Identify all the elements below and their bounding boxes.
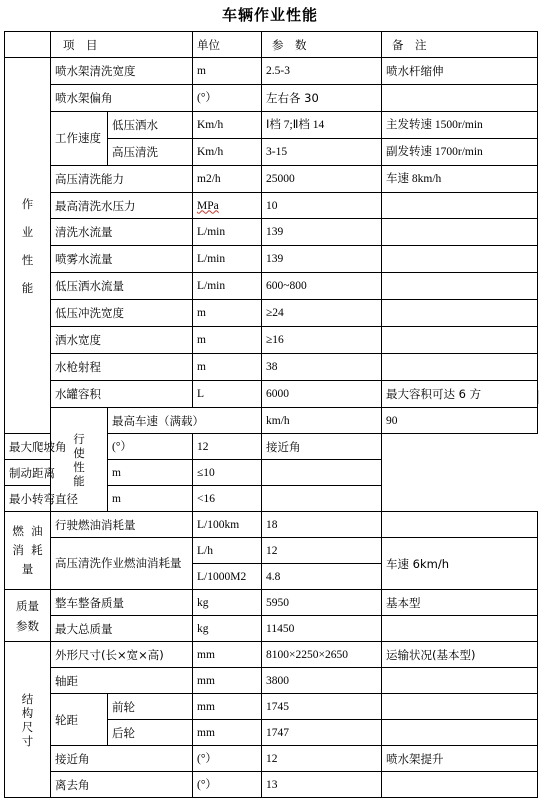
param-cell: ≥24 <box>262 300 382 327</box>
unit-cell: Km/h <box>193 112 262 139</box>
item-cell: 洒水宽度 <box>51 327 193 354</box>
category-char: 行 <box>73 431 85 446</box>
unit-cell: L/min <box>193 273 262 300</box>
table-row <box>5 112 538 139</box>
note-cell: 车速 8km/h <box>382 166 538 193</box>
table-row <box>5 327 538 354</box>
item-cell: 清洗水流量 <box>51 219 193 246</box>
item-cell: 高压清洗 <box>108 139 193 166</box>
table-row <box>5 58 538 85</box>
note-cell: 车速 6km/h <box>382 538 538 590</box>
item-cell: 水枪射程 <box>51 354 193 381</box>
page-title: 车辆作业性能 <box>221 6 318 24</box>
unit-cell: m <box>193 354 262 381</box>
track-label: 轮距 <box>51 694 108 746</box>
note-cell <box>382 219 538 246</box>
category-work-performance <box>5 58 51 434</box>
param-cell: 5950 <box>262 590 382 616</box>
table-header-row <box>5 32 538 58</box>
header-unit: 单位 <box>193 32 262 58</box>
table-row <box>5 166 538 193</box>
item-cell: 整车整备质量 <box>51 590 193 616</box>
table-row <box>5 246 538 273</box>
unit-cell: kg <box>193 590 262 616</box>
unit-cell: L/100km <box>193 512 262 538</box>
param-cell: ≤10 <box>193 460 262 486</box>
unit-cell: (°） <box>193 85 262 112</box>
unit-cell: m <box>108 460 193 486</box>
note-cell <box>382 327 538 354</box>
category-mass-parameters <box>5 590 51 642</box>
table-row <box>5 273 538 300</box>
note-cell: 副发转速 1700r/min <box>382 139 538 166</box>
category-structure-dimensions <box>5 642 51 798</box>
note-cell <box>382 300 538 327</box>
item-cell: 喷水架偏角 <box>51 85 193 112</box>
param-cell: 10 <box>262 193 382 219</box>
unit-cell: m <box>193 58 262 85</box>
category-char: 质量 <box>16 598 39 613</box>
category-char: 寸 <box>21 733 34 748</box>
table-row <box>5 772 538 798</box>
param-cell: 1747 <box>262 720 382 746</box>
note-cell <box>382 668 538 694</box>
category-char: 消 <box>12 543 24 557</box>
param-cell: 139 <box>262 219 382 246</box>
param-cell: 12 <box>193 434 262 460</box>
note-cell: 运输状况(基本型) <box>382 642 538 668</box>
table-row <box>5 668 538 694</box>
item-cell: 水罐容积 <box>51 381 193 408</box>
param-cell: ≥16 <box>262 327 382 354</box>
category-char: 性 <box>21 252 34 267</box>
param-cell: 2.5-3 <box>262 58 382 85</box>
category-char: 作 <box>21 196 34 211</box>
note-cell <box>382 720 538 746</box>
category-char: 能 <box>21 280 34 295</box>
unit-cell: (°） <box>193 746 262 772</box>
item-cell: 高压清洗能力 <box>51 166 193 193</box>
table-row <box>5 642 538 668</box>
note-cell <box>382 512 538 538</box>
unit-cell: mm <box>193 668 262 694</box>
unit-cell: (°） <box>108 434 193 460</box>
category-char: 能 <box>73 473 85 488</box>
param-cell: 12 <box>262 538 382 564</box>
item-cell: 离去角 <box>51 772 193 798</box>
item-cell: 接近角 <box>51 746 193 772</box>
category-char: 油 <box>31 524 43 538</box>
table-row <box>5 512 538 538</box>
param-cell: 600~800 <box>262 273 382 300</box>
unit-cell: L/1000M2 <box>193 564 262 590</box>
table-row <box>5 590 538 616</box>
item-cell: 最大爬坡角 <box>5 434 108 460</box>
note-cell: 基本型 <box>382 590 538 616</box>
category-fuel-consumption <box>5 512 51 590</box>
note-cell <box>382 193 538 219</box>
unit-cell: mm <box>193 642 262 668</box>
note-cell <box>382 694 538 720</box>
note-cell: 喷水架提升 <box>382 746 538 772</box>
category-char: 尺 <box>21 719 34 734</box>
param-cell: 3800 <box>262 668 382 694</box>
table-row <box>5 381 538 408</box>
unit-cell: Km/h <box>193 139 262 166</box>
note-cell <box>382 246 538 273</box>
category-char: 耗 <box>31 543 43 557</box>
category-char: 结 <box>21 691 34 706</box>
item-cell: 低压洒水流量 <box>51 273 193 300</box>
param-cell: 11450 <box>262 616 382 642</box>
unit-cell: L <box>193 381 262 408</box>
table-row <box>5 408 538 434</box>
work-speed-label: 工作速度 <box>51 112 108 166</box>
unit-cell: km/h <box>262 408 382 434</box>
item-cell: 行驶燃油消耗量 <box>51 512 193 538</box>
table-row <box>5 538 538 564</box>
unit-cell: L/h <box>193 538 262 564</box>
item-cell: 最高清洗水压力 <box>51 193 193 219</box>
note-cell: 最大容积可达 6 方 <box>382 381 538 408</box>
item-cell: 最大总质量 <box>51 616 193 642</box>
table-row <box>5 219 538 246</box>
table-row <box>5 486 538 512</box>
item-cell: 前轮 <box>108 694 193 720</box>
note-cell <box>382 772 538 798</box>
item-cell: 喷雾水流量 <box>51 246 193 273</box>
header-param: 参 数 <box>262 32 382 58</box>
param-cell: 18 <box>262 512 382 538</box>
param-cell: 3-15 <box>262 139 382 166</box>
unit-cell: m <box>193 327 262 354</box>
page-edge-mark <box>538 390 539 404</box>
item-cell: 制动距离 <box>5 460 108 486</box>
table-row <box>5 616 538 642</box>
item-cell: 最高车速（满载） <box>108 408 262 434</box>
item-cell: 外形尺寸(长×宽×高) <box>51 642 193 668</box>
item-cell: 低压洒水 <box>108 112 193 139</box>
note-cell <box>262 460 382 486</box>
unit-cell <box>193 193 262 219</box>
item-cell: 最小转弯直径 <box>5 486 108 512</box>
table-row <box>5 694 538 720</box>
category-char: 业 <box>21 224 34 239</box>
header-item: 项 目 <box>51 32 193 58</box>
param-cell: Ⅰ档 7;Ⅱ档 14 <box>262 112 382 139</box>
header-corner <box>5 32 51 58</box>
param-cell: 90 <box>382 408 538 434</box>
table-row <box>5 354 538 381</box>
spec-table <box>4 31 538 798</box>
param-cell: 139 <box>262 246 382 273</box>
param-cell: 4.8 <box>262 564 382 590</box>
unit-cell: kg <box>193 616 262 642</box>
item-cell: 喷水架清洗宽度 <box>51 58 193 85</box>
param-cell: 12 <box>262 746 382 772</box>
note-cell <box>382 354 538 381</box>
table-row <box>5 746 538 772</box>
note-cell: 喷水杆缩伸 <box>382 58 538 85</box>
unit-cell: m <box>108 486 193 512</box>
param-cell: 38 <box>262 354 382 381</box>
param-cell: 1745 <box>262 694 382 720</box>
note-cell <box>382 616 538 642</box>
unit-cell: (°） <box>193 772 262 798</box>
category-char: 构 <box>21 705 34 720</box>
param-cell: 25000 <box>262 166 382 193</box>
note-cell <box>382 273 538 300</box>
note-cell: 接近角 <box>262 434 382 460</box>
unit-cell: mm <box>193 720 262 746</box>
item-cell: 后轮 <box>108 720 193 746</box>
param-cell: 13 <box>262 772 382 798</box>
item-cell: 轴距 <box>51 668 193 694</box>
param-cell: 6000 <box>262 381 382 408</box>
table-row <box>5 300 538 327</box>
note-cell: 主发转速 1500r/min <box>382 112 538 139</box>
unit-cell: mm <box>193 694 262 720</box>
note-cell <box>382 85 538 112</box>
category-char: 参数 <box>16 618 39 633</box>
table-row <box>5 193 538 219</box>
unit-text: MPa <box>197 199 219 212</box>
header-note: 备 注 <box>382 32 538 58</box>
note-cell <box>262 486 382 512</box>
category-char: 量 <box>21 562 34 576</box>
item-cell: 高压清洗作业燃油消耗量 <box>51 538 193 590</box>
item-cell: 低压冲洗宽度 <box>51 300 193 327</box>
table-row <box>5 85 538 112</box>
unit-cell: L/min <box>193 219 262 246</box>
category-char: 性 <box>73 459 85 474</box>
unit-cell: m <box>193 300 262 327</box>
category-char: 燃 <box>12 524 24 538</box>
param-cell: 8100×2250×2650 <box>262 642 382 668</box>
unit-cell: m2/h <box>193 166 262 193</box>
category-char: 使 <box>73 445 85 460</box>
param-cell: 左右各 30 <box>262 85 382 112</box>
unit-cell: L/min <box>193 246 262 273</box>
param-cell: <16 <box>193 486 262 512</box>
